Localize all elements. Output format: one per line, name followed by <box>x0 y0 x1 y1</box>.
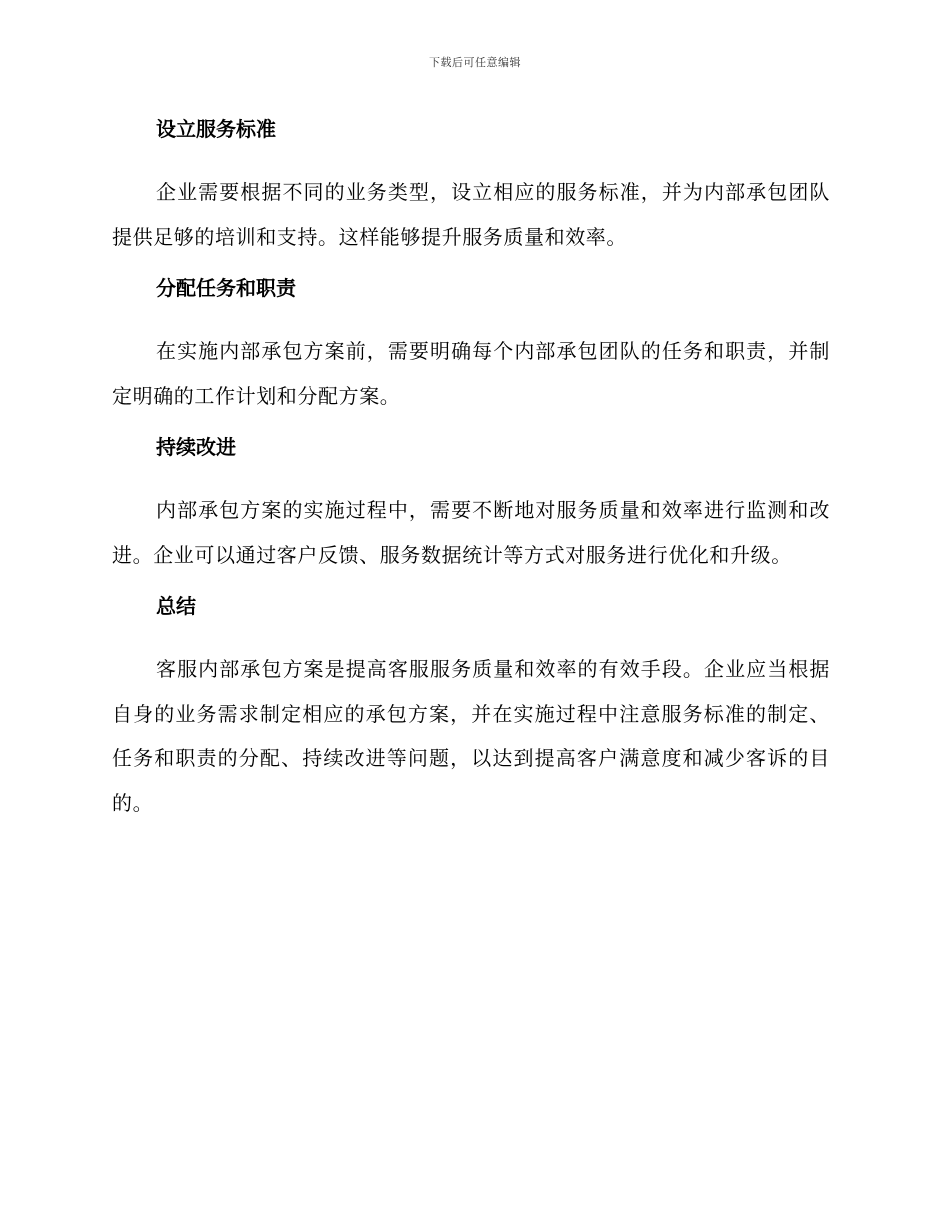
section-paragraph: 客服内部承包方案是提高客服服务质量和效率的有效手段。企业应当根据自身的业务需求制定相应的承包方案，并在实施过程中注意服务标准的制定、任务和职责的分配、持续改进等问题，以达到提高客户满意度和减少客诉的目的。 <box>112 657 830 815</box>
section-service-standards <box>112 112 830 259</box>
section-paragraph: 内部承包方案的实施过程中，需要不断地对服务质量和效率进行监测和改进。企业可以通过客户反馈、服务数据统计等方式对服务进行优化和升级。 <box>112 498 830 567</box>
section-task-allocation <box>112 271 830 418</box>
document-body <box>112 112 830 837</box>
section-heading: 总结 <box>156 594 196 618</box>
section-paragraph: 企业需要根据不同的业务类型，设立相应的服务标准，并为内部承包团队提供足够的培训和支持。这样能够提升服务质量和效率。 <box>112 180 830 249</box>
section-paragraph: 在实施内部承包方案前，需要明确每个内部承包团队的任务和职责，并制定明确的工作计划和分配方案。 <box>112 339 830 408</box>
section-heading: 分配任务和职责 <box>156 276 296 300</box>
section-heading: 设立服务标准 <box>156 117 276 141</box>
section-continuous-improvement <box>112 430 830 577</box>
section-summary <box>112 589 830 825</box>
section-heading: 持续改进 <box>156 435 236 459</box>
page-header-note: 下载后可任意编辑 <box>429 56 521 69</box>
